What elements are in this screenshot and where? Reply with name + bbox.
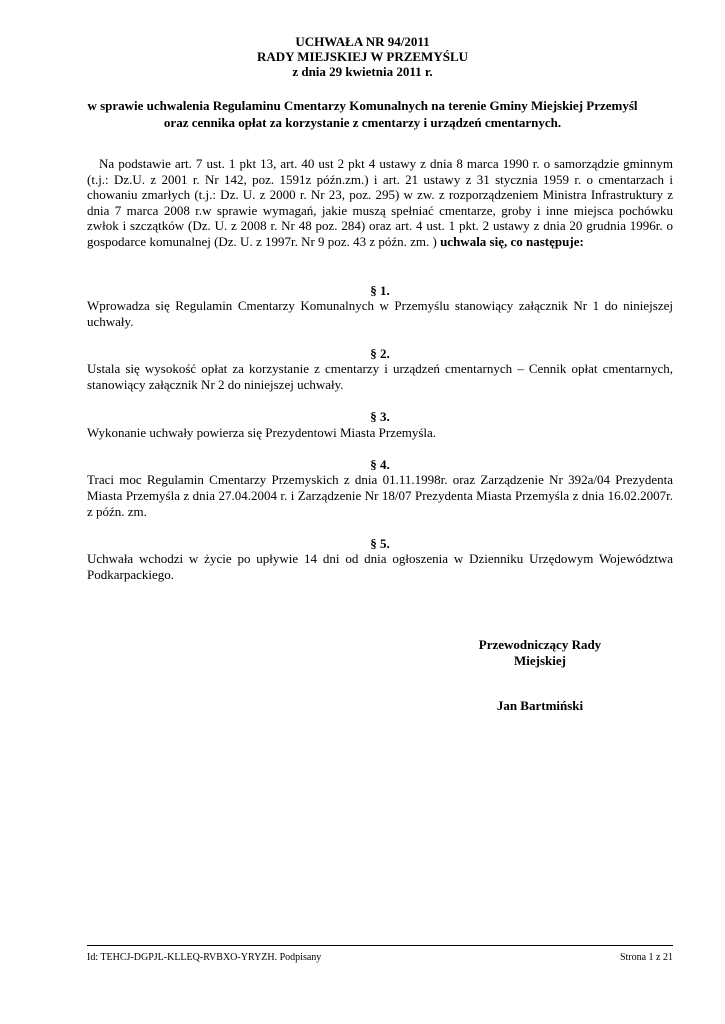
section-5-title: § 5. (370, 536, 390, 551)
resolution-subject (60, 97, 665, 131)
section-2-title: § 2. (370, 346, 390, 361)
preamble-text: Na podstawie art. 7 ust. 1 pkt 13, art. 40 ust 2 pkt 4 ustawy z dnia 8 marca 1990 r. o samorządzie gminnym (t.j.: Dz.U. z 2001 r. Nr 142, poz. 1591z późn.zm.) i art. 21 ustawy z 31 stycznia 1959 r. o cmentarzach i chowaniu zmarłych (t.j.: Dz. U. z 2000 r. Nr 23, poz. 295) w zw. z rozporządzeniem Ministra Infrastruktury z dnia 7 marca 2008 r.w sprawie wymagań, jakie muszą spełniać cmentarze, groby i inne miejsca pochówku zwłok i szczątków (Dz. U. z 2008 r. Nr 48 poz. 284) oraz art. 4 ust. 1 pkt. 2 ustawy z dnia 20 grudnia 1996r. o gospodarce komunalnej (Dz. U. z 1997r. Nr 9 poz. 43 z późn. zm. ) (87, 156, 673, 249)
section-4-text: Traci moc Regulamin Cmentarzy Przemyskich z dnia 01.11.1998r. oraz Zarządzenie Nr 392a/04 Prezydenta Miasta Przemyśla z dnia 27.04.2004 r. i Zarządzenie Nr 18/07 Prezydenta Miasta Przemyśla z dnia 16.02.2007r. z późn. zm. (87, 472, 673, 519)
page-number: Strona 1 z 21 (619, 952, 673, 963)
signatory-name: Jan Bartmiński (496, 698, 584, 713)
issuing-body: RADY MIEJSKIEJ W PRZEMYŚLU (256, 49, 469, 64)
section-1-text: Wprowadza się Regulamin Cmentarzy Komunalnych w Przemyślu stanowiący załącznik Nr 1 do niniejszej uchwały. (87, 298, 673, 329)
section-5-text: Uchwała wchodzi w życie po upływie 14 dni od dnia ogłoszenia w Dzienniku Urzędowym Województwa Podkarpackiego. (87, 551, 673, 582)
resolution-header (0, 34, 725, 79)
footer-divider (87, 945, 673, 946)
preamble (87, 156, 673, 250)
resolution-number: UCHWAŁA NR 94/2011 (295, 34, 430, 49)
subject-line-2: oraz cennika opłat za korzystanie z cmentarzy i urządzeń cmentarnych. (163, 115, 562, 130)
section-3-title: § 3. (370, 409, 390, 424)
document-id: Id: TEHCJ-DGPJL-KLLEQ-RVBXO-YRYZH. Podpisany (87, 952, 322, 963)
signatory-title (450, 637, 630, 669)
signatory-title-line-1: Przewodniczący Rady (478, 637, 602, 652)
section-4-title: § 4. (370, 457, 390, 472)
section-2-text: Ustala się wysokość opłat za korzystanie z cmentarzy i urządzeń cmentarnych – Cennik opłat cmentarnych, stanowiący załącznik Nr 2 do niniejszej uchwały. (87, 361, 673, 392)
subject-line-1: w sprawie uchwalenia Regulaminu Cmentarzy Komunalnych na terenie Gminy Miejskiej Przemyśl (87, 98, 638, 113)
section-1-title: § 1. (370, 283, 390, 298)
signatory-title-line-2: Miejskiej (514, 653, 566, 668)
section-3-text: Wykonanie uchwały powierza się Prezydentowi Miasta Przemyśla. (87, 425, 437, 440)
preamble-resolves: uchwala się, co następuje: (440, 233, 584, 249)
resolution-date: z dnia 29 kwietnia 2011 r. (292, 64, 433, 79)
